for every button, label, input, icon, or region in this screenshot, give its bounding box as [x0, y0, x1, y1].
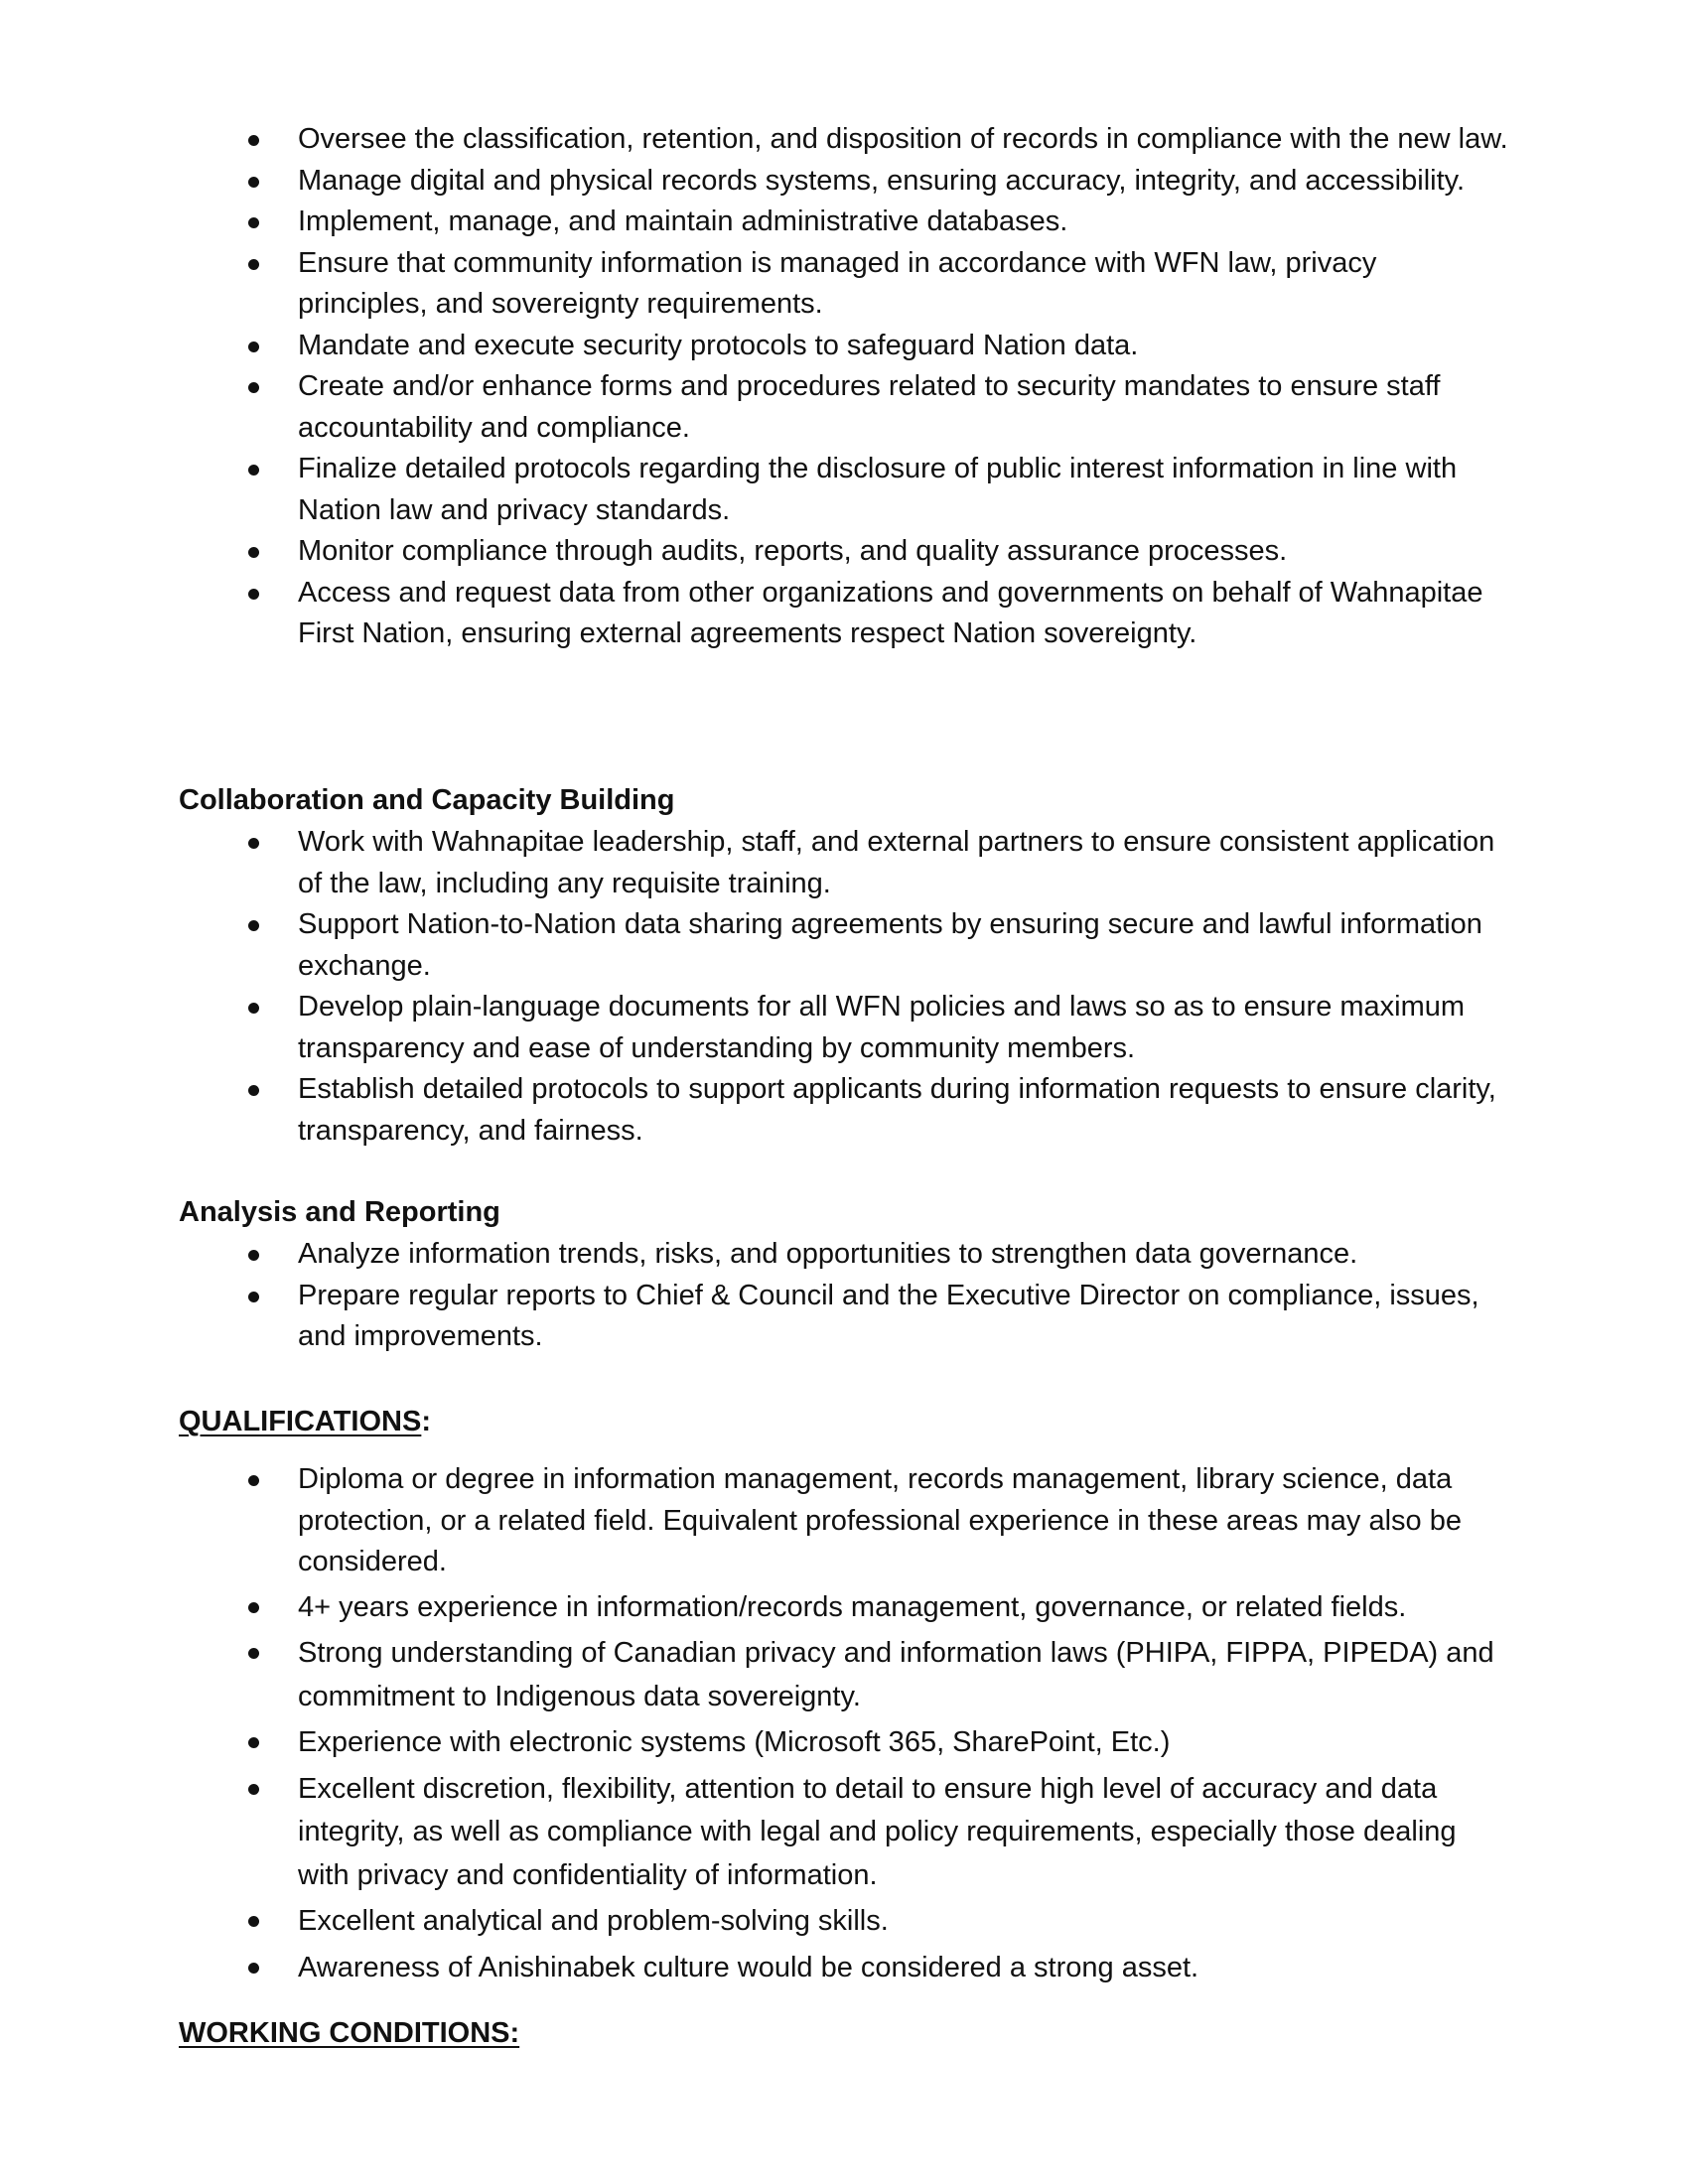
list-item: Awareness of Anishinabek culture would be considered a strong asset.	[179, 1947, 1509, 1990]
list-item: 4+ years experience in information/records management, governance, or related fields.	[179, 1586, 1509, 1630]
list-item: Mandate and execute security protocols to safeguard Nation data.	[179, 326, 1509, 367]
bullet-icon	[248, 1292, 259, 1302]
list-item: Excellent discretion, flexibility, attention to detail to ensure high level of accuracy and data integrity, as well as compliance with legal and policy requirements, especially those dealing with privacy and confidentiality of information.	[179, 1768, 1509, 1898]
list-item: Experience with electronic systems (Microsoft 365, SharePoint, Etc.)	[179, 1721, 1509, 1765]
bullet-icon	[248, 1250, 259, 1261]
bullet-icon	[248, 1916, 259, 1927]
working-conditions-heading: WORKING CONDITIONS:	[179, 2017, 520, 2049]
analysis-list	[179, 1234, 1509, 1358]
bullet-icon	[248, 1475, 259, 1486]
list-item: Implement, manage, and maintain administrative databases.	[179, 202, 1509, 243]
collaboration-heading: Collaboration and Capacity Building	[179, 784, 675, 816]
list-item: Manage digital and physical records systems, ensuring accuracy, integrity, and accessibility.	[179, 161, 1509, 203]
bullet-icon	[248, 1963, 259, 1974]
list-item: Strong understanding of Canadian privacy and information laws (PHIPA, FIPPA, PIPEDA) and commitment to Indigenous data sovereignty.	[179, 1632, 1509, 1718]
bullet-icon	[248, 177, 259, 188]
bullet-icon	[248, 1648, 259, 1659]
qualifications-title: QUALIFICATIONS	[179, 1406, 422, 1437]
qualifications-colon: :	[421, 1406, 432, 1437]
bullet-icon	[248, 217, 259, 228]
bullet-icon	[248, 1003, 259, 1014]
bullet-icon	[248, 1737, 259, 1748]
bullet-icon	[248, 589, 259, 600]
bullet-icon	[248, 382, 259, 393]
collaboration-list	[179, 822, 1509, 1152]
bullet-icon	[248, 1602, 259, 1613]
list-item: Support Nation-to-Nation data sharing agreements by ensuring secure and lawful information exchange.	[179, 904, 1509, 987]
bullet-icon	[248, 1784, 259, 1795]
qualifications-list	[179, 1459, 1509, 1989]
qualifications-heading	[179, 1402, 431, 1441]
list-item: Create and/or enhance forms and procedures related to security mandates to ensure staff accountability and compliance.	[179, 366, 1509, 449]
bullet-icon	[248, 920, 259, 931]
list-item: Ensure that community information is managed in accordance with WFN law, privacy principles, and sovereignty requirements.	[179, 243, 1509, 326]
list-item: Develop plain-language documents for all WFN policies and laws so as to ensure maximum transparency and ease of understanding by community members.	[179, 987, 1509, 1069]
list-item: Monitor compliance through audits, reports, and quality assurance processes.	[179, 531, 1509, 573]
list-item: Work with Wahnapitae leadership, staff, and external partners to ensure consistent application of the law, including any requisite training.	[179, 822, 1509, 904]
list-item: Prepare regular reports to Chief & Council and the Executive Director on compliance, issues, and improvements.	[179, 1276, 1509, 1358]
bullet-icon	[248, 135, 259, 146]
bullet-icon	[248, 341, 259, 352]
list-item: Oversee the classification, retention, and disposition of records in compliance with the new law.	[179, 119, 1509, 161]
list-item: Analyze information trends, risks, and opportunities to strengthen data governance.	[179, 1234, 1509, 1276]
list-item: Excellent analytical and problem-solving skills.	[179, 1900, 1509, 1944]
list-item: Finalize detailed protocols regarding the disclosure of public interest information in line with Nation law and privacy standards.	[179, 449, 1509, 531]
list-item: Establish detailed protocols to support applicants during information requests to ensure clarity, transparency, and fairness.	[179, 1069, 1509, 1152]
responsibilities-list	[179, 119, 1509, 655]
bullet-icon	[248, 547, 259, 558]
list-item: Access and request data from other organizations and governments on behalf of Wahnapitae First Nation, ensuring external agreements respect Nation sovereignty.	[179, 573, 1509, 655]
bullet-icon	[248, 838, 259, 849]
bullet-icon	[248, 465, 259, 476]
bullet-icon	[248, 259, 259, 270]
bullet-icon	[248, 1085, 259, 1096]
analysis-heading: Analysis and Reporting	[179, 1196, 500, 1228]
list-item: Diploma or degree in information management, records management, library science, data protection, or a related field. Equivalent professional experience in these areas may also be considered.	[179, 1459, 1509, 1583]
